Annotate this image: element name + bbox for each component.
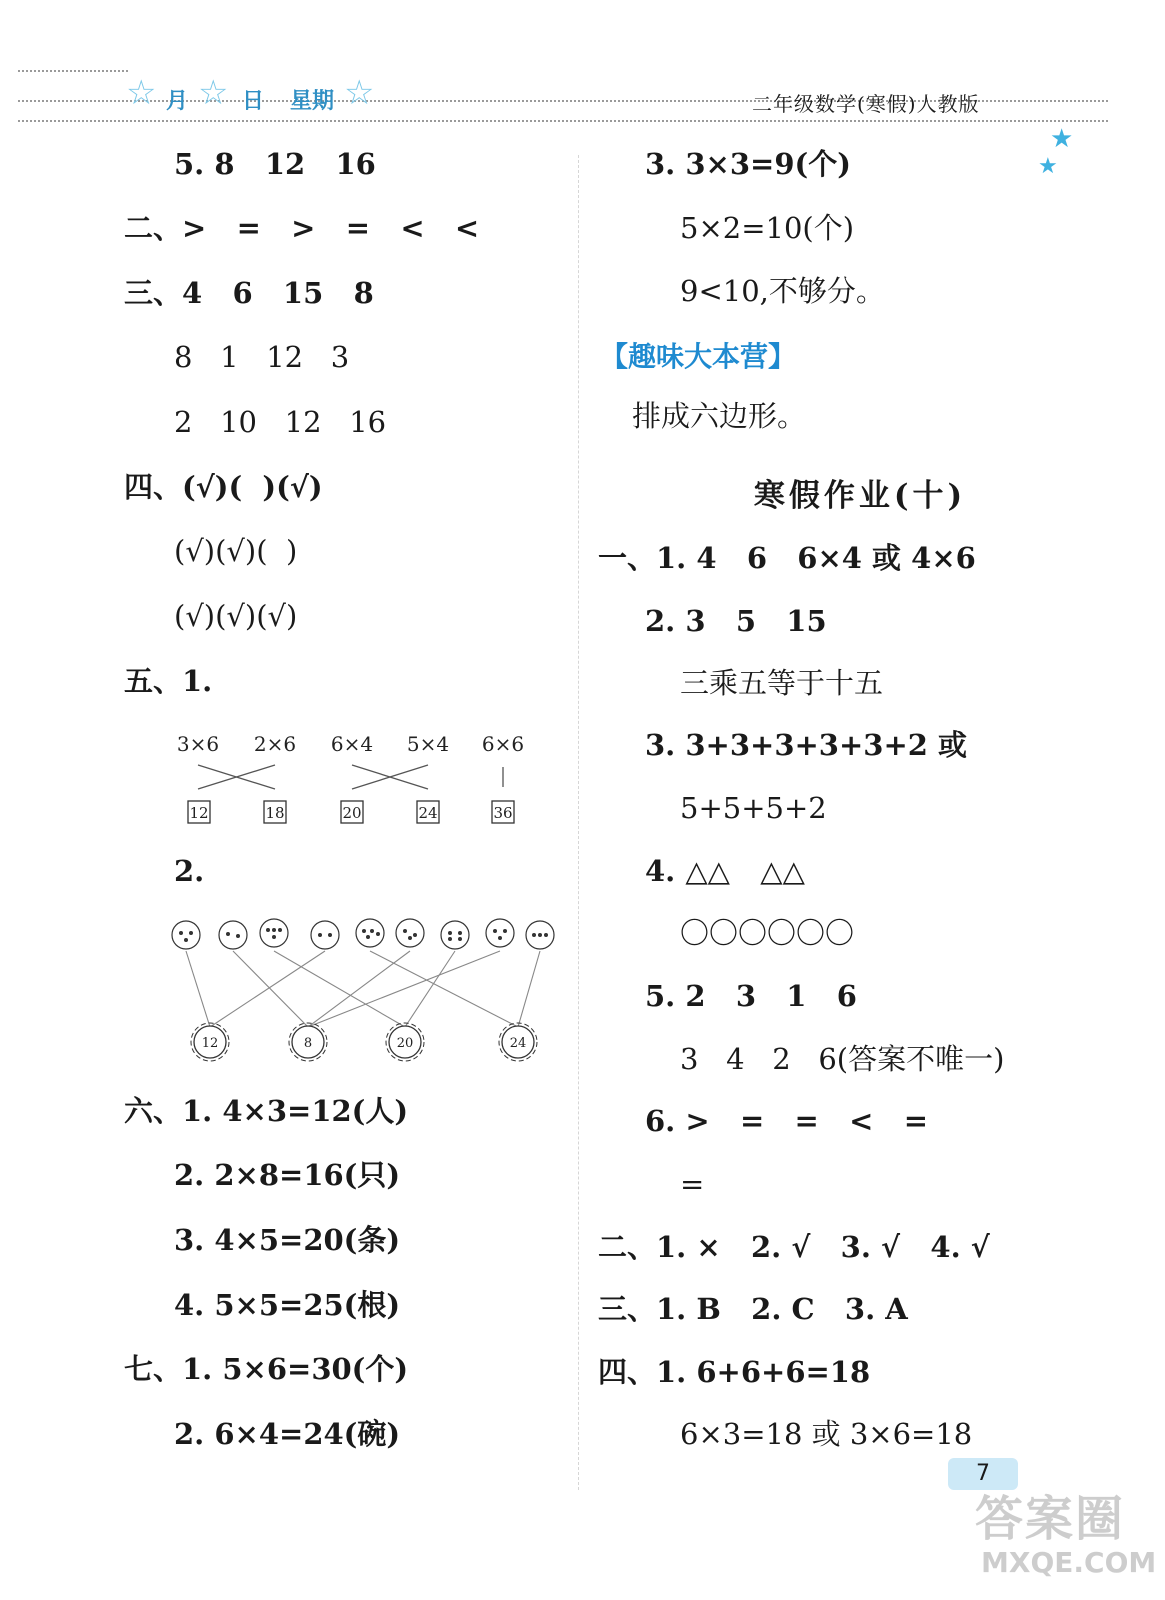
- star-icon: ☆: [198, 73, 229, 113]
- answer-line: 2. 3 5 15: [645, 604, 827, 638]
- answer-line: 四、(√)( )(√): [124, 470, 323, 504]
- answer-line: 5+5+5+2: [680, 791, 827, 825]
- match-bottom-label: 20: [342, 804, 362, 822]
- star-icon: ★: [1038, 154, 1058, 179]
- header-dotted-line-lower: [18, 120, 1108, 122]
- answer-line: 五、1.: [124, 664, 213, 698]
- answer-line: 三、4 6 15 8: [124, 276, 374, 310]
- match-bottom-label: 24: [509, 1036, 527, 1051]
- answer-line: 2. 6×4=24(碗): [174, 1417, 401, 1451]
- column-divider: [578, 155, 579, 1490]
- match-top-label: 6×6: [481, 732, 525, 756]
- answer-line: 3 4 2 6(答案不唯一): [680, 1042, 1005, 1076]
- answer-line: 一、1. 4 6 6×4 或 4×6: [598, 541, 976, 575]
- answer-line: 5×2=10(个): [680, 211, 855, 245]
- weekday-label: 星期: [290, 89, 335, 114]
- header-dotted-line-top: [18, 70, 128, 72]
- answer-line: 8 1 12 3: [174, 340, 350, 374]
- match-bottom-label: 12: [201, 1036, 219, 1051]
- homework-title: 寒假作业(十): [753, 478, 967, 514]
- match-top-label: 6×4: [330, 732, 374, 756]
- answer-line: 2. 2×8=16(只): [174, 1158, 401, 1192]
- book-title: 二年级数学(寒假)人教版: [752, 92, 980, 116]
- match-bottom-label: 8: [303, 1036, 313, 1051]
- watermark-logo: 答案圈: [975, 1491, 1126, 1547]
- match-bottom-label: 12: [189, 804, 209, 822]
- answer-line: 六、1. 4×3=12(人): [124, 1094, 409, 1128]
- answer-line: 三、1. B 2. C 3. A: [598, 1292, 908, 1326]
- answer-line: 5. 8 12 16: [174, 147, 376, 181]
- answer-line: 6. > = = < =: [645, 1104, 929, 1138]
- answer-line: 2 10 12 16: [174, 405, 387, 439]
- answer-line: 排成六边形。: [632, 399, 807, 433]
- matching-figure-2: [160, 905, 560, 1075]
- page-number: 7: [948, 1458, 1018, 1490]
- answer-line: 二、> = > = < <: [124, 211, 480, 245]
- matching-figure-1: [160, 725, 540, 835]
- answer-line: 2.: [174, 854, 205, 888]
- answer-line: 四、1. 6+6+6=18: [598, 1355, 871, 1389]
- answer-line: (√)(√)(√): [174, 599, 298, 633]
- answer-line: 3. 4×5=20(条): [174, 1223, 401, 1257]
- match-top-label: 5×4: [406, 732, 450, 756]
- answer-line: =: [680, 1167, 705, 1201]
- answer-line: 4. 5×5=25(根): [174, 1288, 401, 1322]
- answer-line: (√)(√)( ): [174, 534, 298, 568]
- watermark: [975, 1480, 1155, 1590]
- match-top-label: 3×6: [176, 732, 220, 756]
- match-bottom-label: 18: [265, 804, 285, 822]
- answer-line: 6×3=18 或 3×6=18: [680, 1417, 973, 1451]
- star-icon: ★: [1050, 124, 1074, 154]
- match-bottom-label: 20: [396, 1036, 414, 1051]
- star-icon: ☆: [126, 73, 157, 113]
- answer-line: 4. △△ △△: [645, 854, 805, 888]
- answer-line: 3. 3×3=9(个): [645, 147, 851, 181]
- day-label: 日: [242, 89, 265, 114]
- answer-line: 5. 2 3 1 6: [645, 979, 857, 1013]
- watermark-url: MXQE.COM: [981, 1546, 1157, 1579]
- match-top-label: 2×6: [253, 732, 297, 756]
- section-title: 【趣味大本营】: [600, 340, 797, 373]
- star-icon: ☆: [344, 73, 375, 113]
- answer-line: 二、1. × 2. √ 3. √ 4. √: [598, 1230, 990, 1264]
- answer-line: 七、1. 5×6=30(个): [124, 1352, 409, 1386]
- answer-line: 三乘五等于十五: [680, 666, 884, 700]
- match-bottom-label: 24: [418, 804, 438, 822]
- month-label: 月: [166, 89, 189, 114]
- match-bottom-label: 36: [493, 804, 513, 822]
- answer-line: 〇〇〇〇〇〇: [680, 916, 855, 950]
- answer-line: 9<10,不够分。: [680, 274, 885, 308]
- answer-line: 3. 3+3+3+3+3+2 或: [645, 728, 968, 762]
